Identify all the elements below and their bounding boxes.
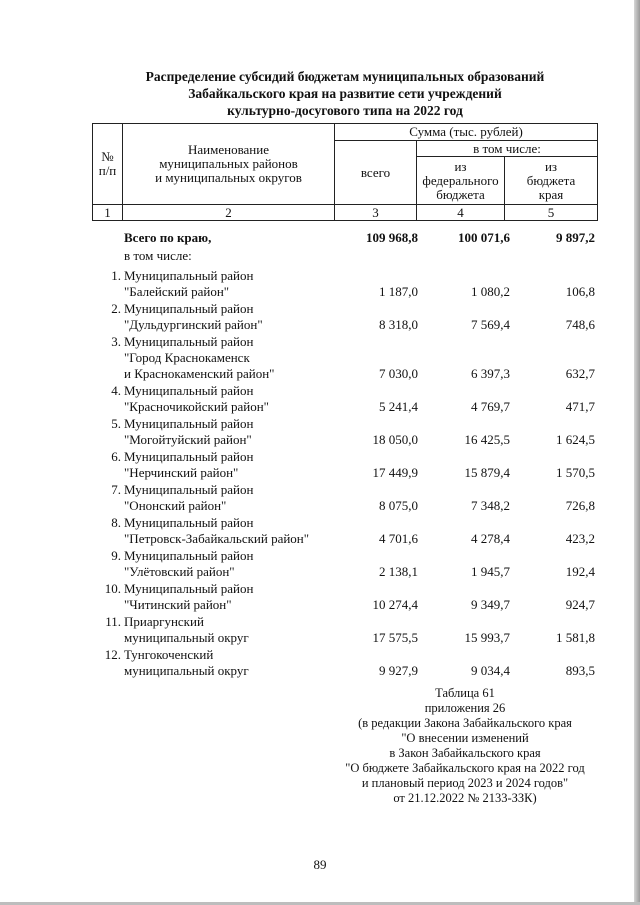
column-number: 1 <box>93 205 123 221</box>
table-row <box>0 482 640 515</box>
row-total: 5 241,4 <box>379 399 418 414</box>
table-row <box>0 614 640 647</box>
row-regional: 924,7 <box>565 597 595 612</box>
row-number: 3. <box>111 334 121 349</box>
row-federal: 9 034,4 <box>471 663 510 678</box>
row-name-line: "Улётовский район" <box>124 564 235 579</box>
row-name <box>124 449 354 481</box>
column-number: 5 <box>505 205 598 221</box>
row-name-line: Тунгокоченский <box>124 647 214 662</box>
table-row <box>0 647 640 680</box>
row-name-line: муниципальный округ <box>124 663 249 678</box>
row-number: 2. <box>111 301 121 316</box>
table-row <box>0 301 640 334</box>
row-regional: 726,8 <box>565 498 595 513</box>
header-num-cell <box>93 124 123 205</box>
row-name <box>124 383 354 415</box>
row-name-line: Муниципальный район <box>124 515 254 530</box>
row-number: 10. <box>104 581 121 596</box>
row-total: 8 318,0 <box>379 317 418 332</box>
row-name <box>124 334 354 382</box>
row-name-line: Муниципальный район <box>124 383 254 398</box>
total-incl-label: в том числе: <box>124 248 192 263</box>
row-total: 17 449,9 <box>372 465 418 480</box>
column-number: 3 <box>335 205 417 221</box>
header-name-label: и муниципальных округов <box>155 170 302 185</box>
header-regional-cell <box>505 157 598 205</box>
table-row <box>0 515 640 548</box>
row-federal: 4 769,7 <box>471 399 510 414</box>
table-row <box>0 581 640 614</box>
row-federal: 9 349,7 <box>471 597 510 612</box>
row-total: 1 187,0 <box>379 284 418 299</box>
table-row <box>0 449 640 482</box>
row-regional: 1 624,5 <box>556 432 595 447</box>
header-total-cell: всего <box>335 141 417 205</box>
table-body <box>0 228 640 680</box>
row-name-line: Муниципальный район <box>124 581 254 596</box>
row-regional: 748,6 <box>565 317 595 332</box>
row-name-line: "Красночикойский район" <box>124 399 269 414</box>
table-row <box>0 416 640 449</box>
total-row <box>0 228 640 268</box>
row-total: 7 030,0 <box>379 366 418 381</box>
note-line: и плановый период 2023 и 2024 годов" <box>361 776 569 790</box>
row-total: 10 274,4 <box>372 597 418 612</box>
row-regional: 471,7 <box>565 399 595 414</box>
total-sum: 109 968,8 <box>366 230 418 245</box>
total-regional: 9 897,2 <box>556 230 595 245</box>
row-name-line: "Нерчинский район" <box>124 465 239 480</box>
header-incl-cell: в том числе: <box>417 141 598 157</box>
row-number: 4. <box>111 383 121 398</box>
row-name-line: "Могойтуйский район" <box>124 432 252 447</box>
row-number: 8. <box>111 515 121 530</box>
title-line: культурно-досугового типа на 2022 год <box>227 103 463 118</box>
row-name-line: "Читинский район" <box>124 597 232 612</box>
row-number: 11. <box>105 614 121 629</box>
row-number: 1. <box>111 268 121 283</box>
total-federal: 100 071,6 <box>458 230 510 245</box>
row-name-line: "Петровск-Забайкальский район" <box>124 531 310 546</box>
row-total: 2 138,1 <box>379 564 418 579</box>
header-regional-label: края <box>538 186 564 202</box>
row-number: 5. <box>111 416 121 431</box>
header-federal-label: бюджета <box>436 186 485 202</box>
header-num-label: п/п <box>98 163 117 178</box>
header-regional-label: из <box>544 158 558 174</box>
header-sum-cell: Сумма (тыс. рублей) <box>335 124 598 141</box>
table-row <box>0 268 640 301</box>
column-number: 4 <box>417 205 505 221</box>
row-federal: 4 278,4 <box>471 531 510 546</box>
note-line: "О бюджете Забайкальского края на 2022 год <box>345 761 585 775</box>
row-name <box>124 647 354 679</box>
row-number: 7. <box>111 482 121 497</box>
row-regional: 106,8 <box>565 284 595 299</box>
total-label: Всего по краю, <box>124 230 212 245</box>
row-name-line: "Балейский район" <box>124 284 230 299</box>
row-federal: 1 080,2 <box>471 284 510 299</box>
row-regional: 423,2 <box>565 531 595 546</box>
header-name-cell <box>123 124 335 205</box>
row-name <box>124 416 354 448</box>
row-name <box>124 301 354 333</box>
row-name-line: и Краснокаменский район" <box>124 366 275 381</box>
row-name <box>124 515 354 547</box>
header-name-label: муниципальных районов <box>159 156 298 171</box>
column-number: 2 <box>123 205 335 221</box>
row-regional: 1 570,5 <box>556 465 595 480</box>
row-name-line: Муниципальный район <box>124 548 254 563</box>
row-total: 18 050,0 <box>372 432 418 447</box>
note-line: "О внесении изменений <box>401 731 529 745</box>
row-name <box>124 581 354 613</box>
row-name-line: "Ононский район" <box>124 498 227 513</box>
row-regional: 632,7 <box>565 366 595 381</box>
table-reference-note <box>330 686 600 806</box>
row-name-line: Муниципальный район <box>124 268 254 283</box>
note-line: (в редакции Закона Забайкальского края <box>358 716 572 730</box>
title-line: Распределение субсидий бюджетам муниципальных образований <box>145 69 545 84</box>
row-name-line: "Дульдургинский район" <box>124 317 263 332</box>
row-total: 17 575,5 <box>372 630 418 645</box>
header-federal-cell <box>417 157 505 205</box>
row-federal: 7 569,4 <box>471 317 510 332</box>
row-federal: 1 945,7 <box>471 564 510 579</box>
title-line: Забайкальского края на развитие сети учреждений <box>188 86 502 101</box>
row-name <box>124 614 354 646</box>
note-line: от 21.12.2022 № 2133-ЗЗК) <box>393 791 537 805</box>
table-header <box>92 123 598 221</box>
row-federal: 6 397,3 <box>471 366 510 381</box>
row-federal: 16 425,5 <box>464 432 510 447</box>
row-name-line: Приаргунский <box>124 614 204 629</box>
note-line: Таблица 61 <box>435 686 495 700</box>
row-total: 9 927,9 <box>379 663 418 678</box>
row-name-line: муниципальный округ <box>124 630 249 645</box>
row-regional: 1 581,8 <box>556 630 595 645</box>
note-line: приложения 26 <box>424 701 506 715</box>
row-total: 8 075,0 <box>379 498 418 513</box>
row-regional: 192,4 <box>565 564 595 579</box>
row-name <box>124 482 354 514</box>
row-name-line: Муниципальный район <box>124 482 254 497</box>
row-name-line: Муниципальный район <box>124 301 254 316</box>
row-name-line: Муниципальный район <box>124 416 254 431</box>
page-number: 89 <box>313 857 327 872</box>
row-name <box>124 268 354 300</box>
table-row <box>0 383 640 416</box>
note-line: в Закон Забайкальского края <box>389 746 541 760</box>
header-name-label: Наименование <box>188 142 269 157</box>
row-number: 12. <box>104 647 121 662</box>
row-federal: 15 879,4 <box>464 465 510 480</box>
table-row <box>0 334 640 383</box>
row-name-line: Муниципальный район <box>124 334 254 349</box>
row-name-line: Муниципальный район <box>124 449 254 464</box>
table-row <box>0 548 640 581</box>
row-federal: 7 348,2 <box>471 498 510 513</box>
header-federal-label: федерального <box>422 172 499 188</box>
row-number: 9. <box>111 548 121 563</box>
row-name-line: "Город Краснокаменск <box>124 350 250 365</box>
row-regional: 893,5 <box>565 663 595 678</box>
header-regional-label: бюджета <box>526 172 576 188</box>
row-name <box>124 548 354 580</box>
row-federal: 15 993,7 <box>464 630 510 645</box>
row-total: 4 701,6 <box>379 531 418 546</box>
row-number: 6. <box>111 449 121 464</box>
header-federal-label: из <box>454 158 467 174</box>
document-title <box>100 68 590 119</box>
header-num-label: № <box>101 149 114 164</box>
